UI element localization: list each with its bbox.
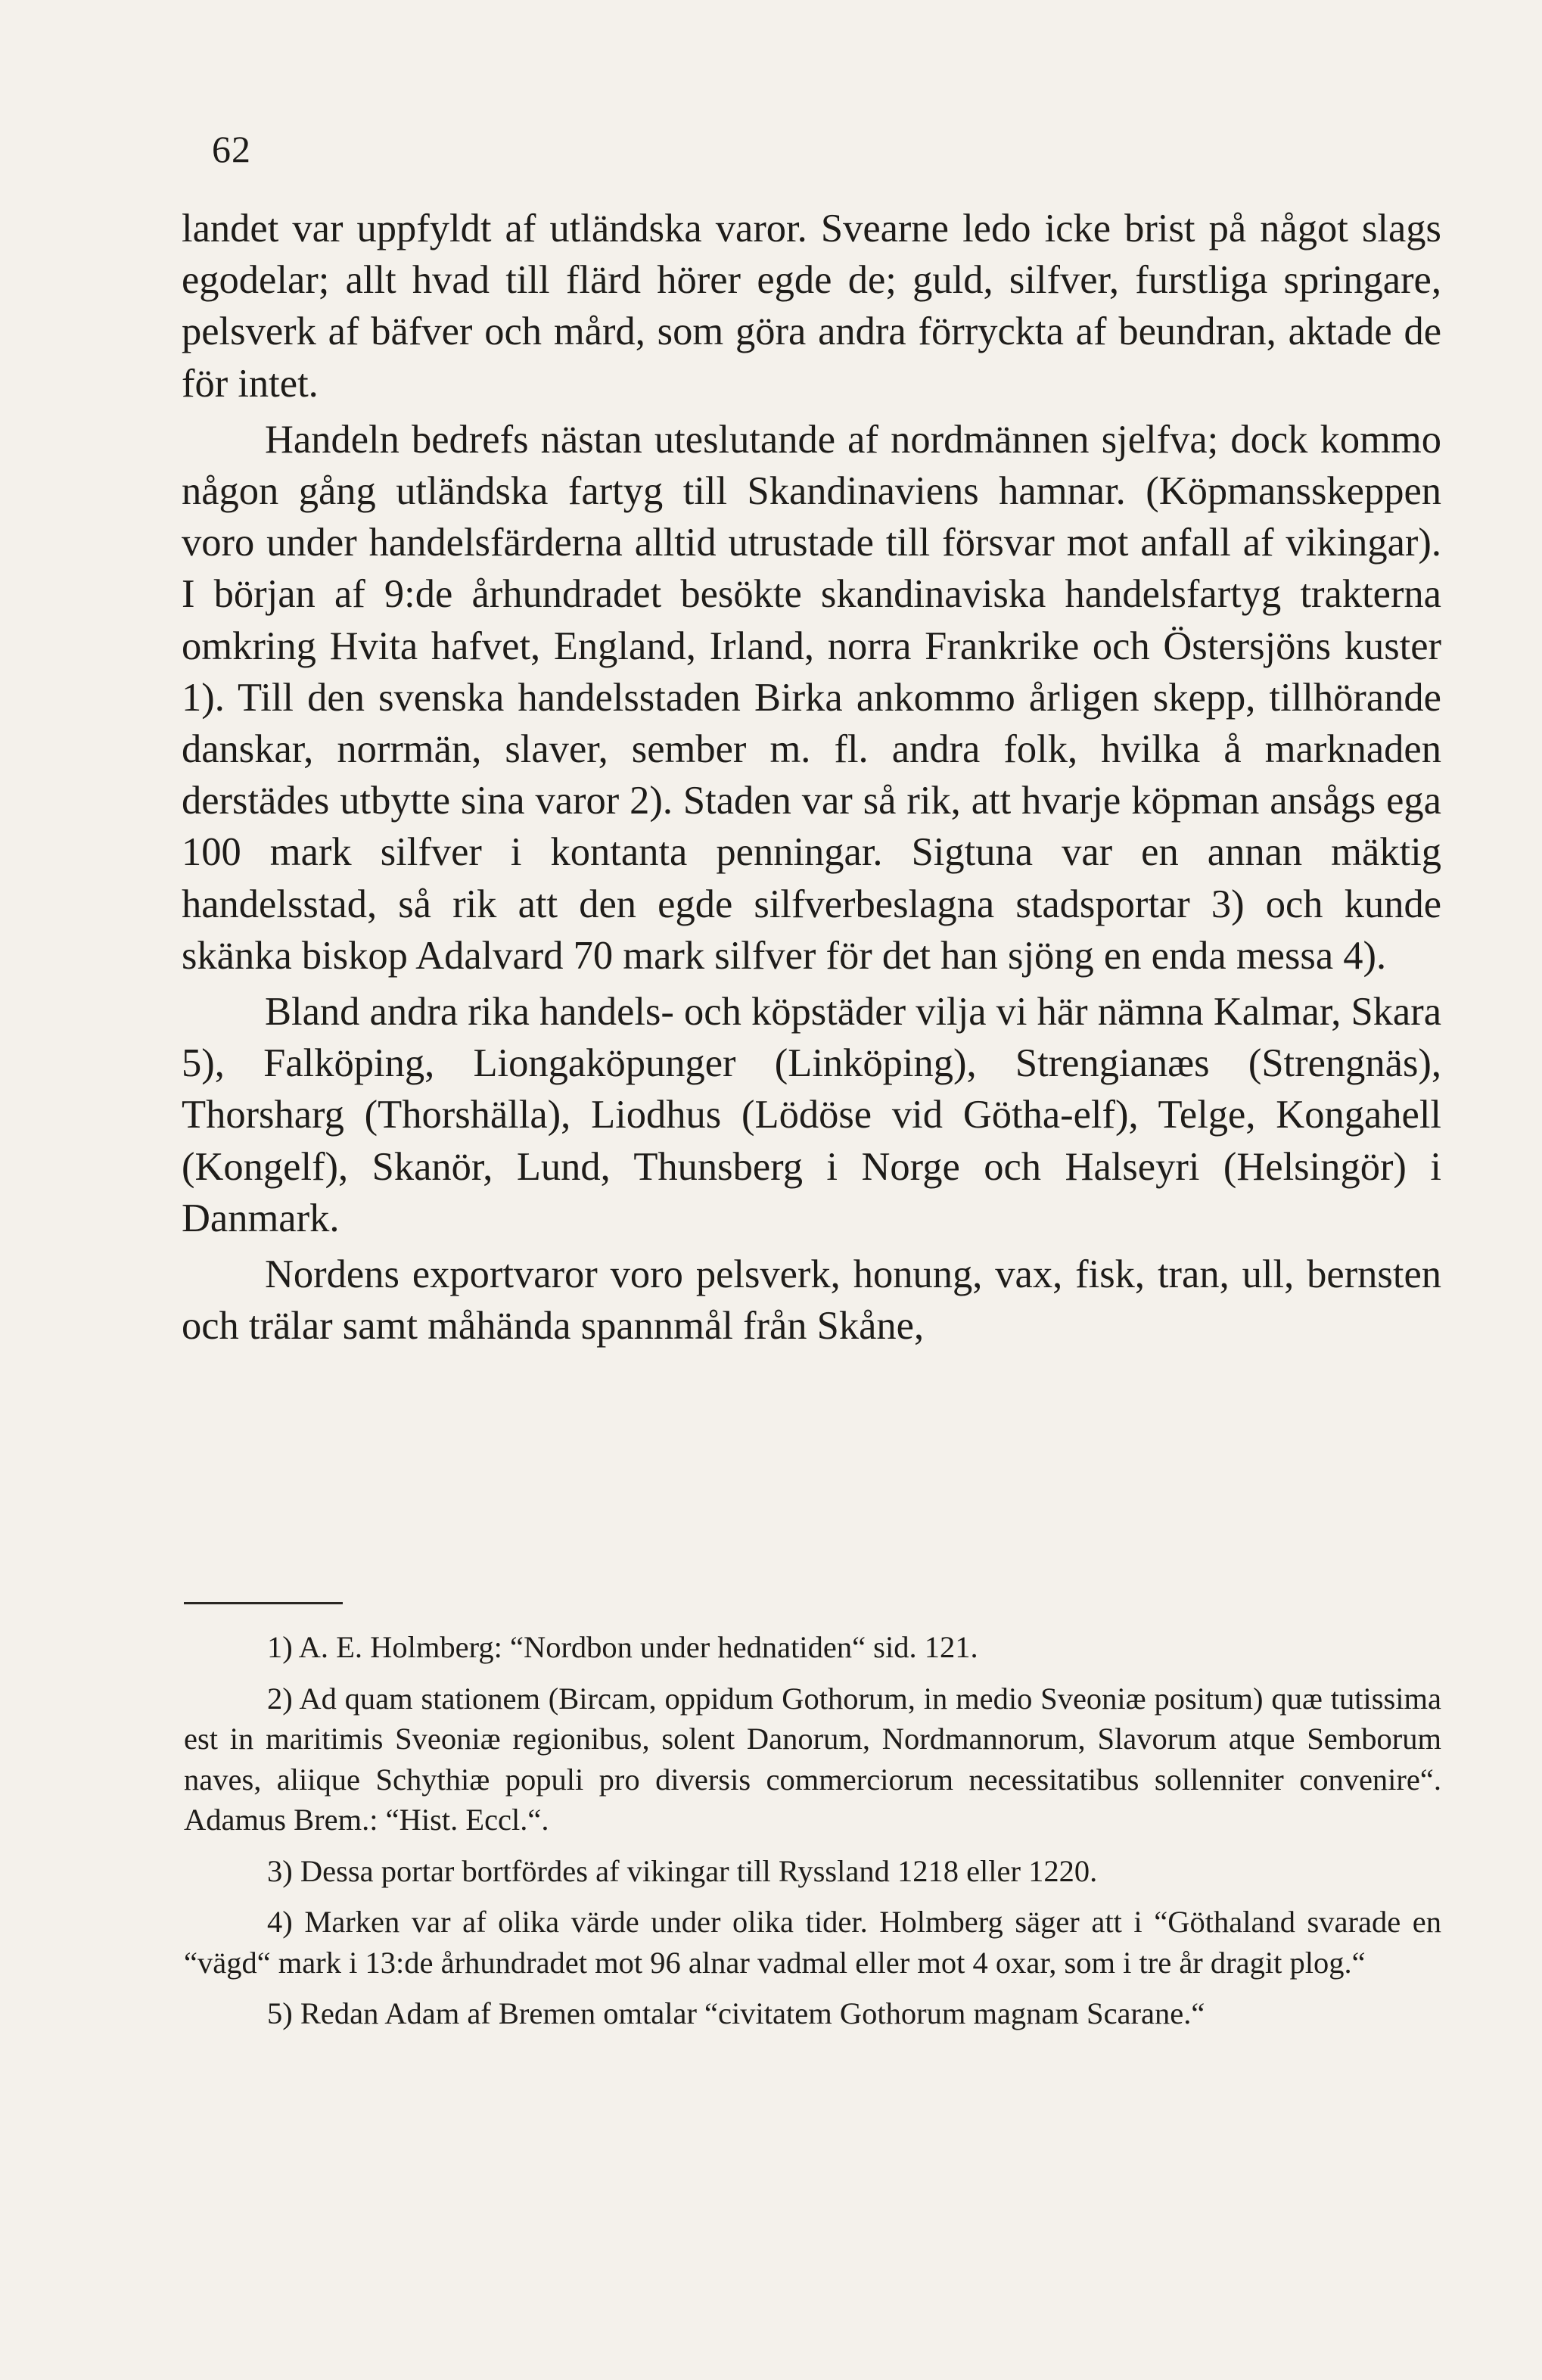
paragraph-3: Bland andra rika handels- och köpstäder vilja vi här nämna Kalmar, Skara 5), Falköping, Liongaköpunger (Linköping), Strengianæs (Strengnäs), Thorsharg (Thorshälla), Liodhus (Lödöse vid Götha-elf), Telge, Kongahell (Kongelf), Skanör, Lund, Thunsberg i Norge och Halseyri (Helsingör) i Danmark.	[182, 990, 1441, 1240]
footnote-2: 2) Ad quam stationem (Bircam, oppidum Gothorum, in medio Sveoniæ positum) quæ tutissima est in maritimis Sveoniæ regionibus, solent Danorum, Nordmannorum, Slavorum atque Semborum naves, aliique Schythiæ populi pro diversis commerciorum necessitatibus sollenniter convenire“. Adamus Brem.: “Hist. Eccl.“.	[184, 1681, 1441, 1837]
main-text	[182, 203, 1441, 1352]
footnote-4: 4) Marken var af olika värde under olika tider. Holmberg säger att i “Göthaland svarade en “vägd“ mark i 13:de århundradet mot 96 alnar vadmal eller mot 4 oxar, som i tre år dragit plog.“	[184, 1905, 1441, 1980]
paragraph-2: Handeln bedrefs nästan uteslutande af nordmännen sjelfva; dock kommo någon gång utländska fartyg till Skandinaviens hamnar. (Köpmansskeppen voro under handelsfärderna alltid utrustade till försvar mot anfall af vikingar). I början af 9:de århundradet besökte skandinaviska handelsfartyg trakterna omkring Hvita hafvet, England, Irland, norra Frankrike och Östersjöns kuster 1). Till den svenska handelsstaden Birka ankommo årligen skepp, tillhörande danskar, norrmän, slaver, sember m. fl. andra folk, hvilka å marknaden derstädes utbytte sina varor 2). Staden var så rik, att hvarje köpman ansågs ega 100 mark silfver i kontanta penningar. Sigtuna var en annan mäktig handelsstad, så rik att den egde silfverbeslagna stadsportar 3) och kunde skänka biskop Adalvard 70 mark silfver för det han sjöng en enda messa 4).	[182, 417, 1441, 978]
paragraph-1: landet var uppfyldt af utländska varor. Svearne ledo icke brist på något slags egodelar; allt hvad till flärd hörer egde de; guld, silfver, furstliga springare, pelsverk af bäfver och mård, som göra andra förryckta af beundran, aktade de för intet.	[182, 207, 1441, 406]
footnote-5: 5) Redan Adam af Bremen omtalar “civitatem Gothorum magnam Scarane.“	[267, 1996, 1205, 2030]
paragraph-4: Nordens exportvaror voro pelsverk, honung, vax, fisk, tran, ull, bernsten och trälar samt måhända spannmål från Skåne,	[182, 1252, 1441, 1349]
footnotes	[184, 1627, 1441, 2034]
page-number: 62	[212, 128, 251, 170]
footnote-divider	[184, 1602, 343, 1604]
footnote-1: 1) A. E. Holmberg: “Nordbon under hednatiden“ sid. 121.	[267, 1630, 978, 1664]
footnote-3: 3) Dessa portar bortfördes af vikingar till Ryssland 1218 eller 1220.	[267, 1853, 1098, 1888]
